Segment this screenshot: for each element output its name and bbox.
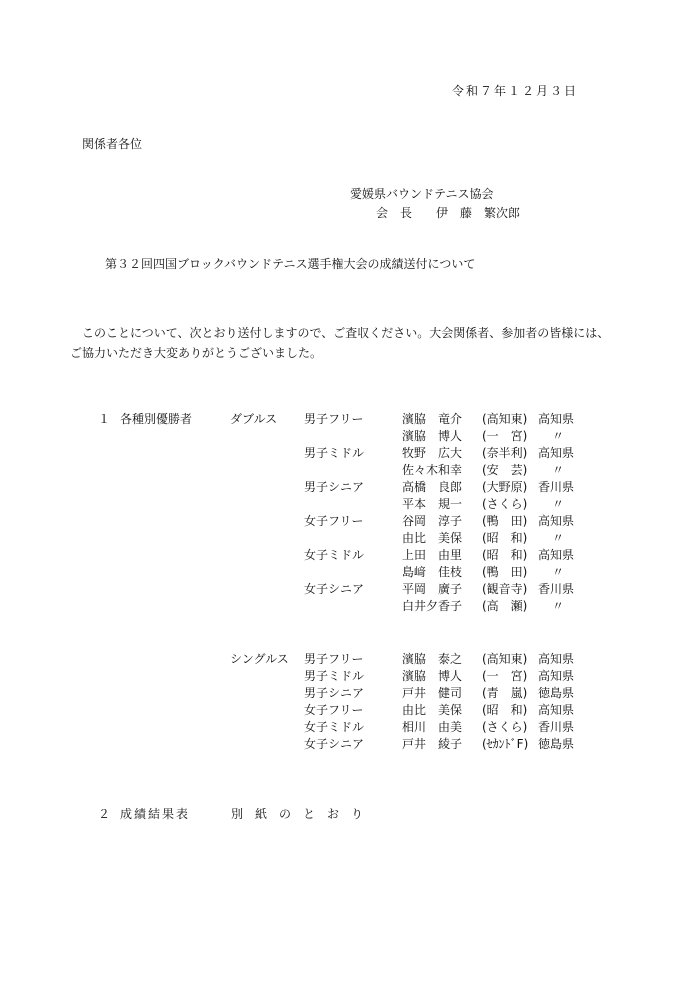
result-row: [0, 411, 700, 428]
result-player-name: 濱脇 泰之: [402, 652, 463, 666]
result-club: (鴨 田): [482, 514, 528, 528]
result-category: 男子シニア: [304, 686, 365, 700]
result-player-name: 平本 規一: [402, 497, 463, 511]
result-player-name: 平岡 廣子: [402, 582, 463, 596]
result-prefecture: 高知県: [538, 669, 575, 683]
section-2-value: 別紙のとおり: [231, 807, 376, 821]
result-prefecture: 〃: [552, 531, 565, 545]
result-club: (観音寺): [482, 582, 528, 596]
result-player-name: 高橋 良郎: [402, 480, 463, 494]
doubles-label: ダブルス: [230, 412, 278, 426]
document-date: 令和７年１２月３日: [452, 84, 579, 98]
result-prefecture: 徳島県: [538, 737, 575, 751]
result-club: (高知東): [482, 412, 528, 426]
result-prefecture: 高知県: [538, 548, 575, 562]
section-1-number: １: [98, 412, 111, 426]
result-row: [0, 513, 700, 530]
result-club: (高 瀬): [482, 599, 528, 613]
section-2-number: ２: [98, 807, 111, 821]
sender-name: 伊 藤 繁次郎: [436, 206, 521, 220]
result-row: [0, 564, 700, 581]
result-category: 女子シニア: [304, 582, 365, 596]
sender-organization: 愛媛県バウンドテニス協会: [350, 187, 494, 201]
result-player-name: 相川 由美: [402, 720, 463, 734]
result-club: (大野原): [482, 480, 528, 494]
result-row: [0, 651, 700, 668]
result-player-name: 島﨑 佳枝: [402, 565, 463, 579]
result-prefecture: 〃: [552, 429, 565, 443]
result-prefecture: 高知県: [538, 514, 575, 528]
result-row: [0, 668, 700, 685]
result-category: 女子フリー: [304, 703, 364, 717]
addressee: 関係者各位: [82, 137, 143, 151]
result-player-name: 佐々木和幸: [402, 463, 463, 477]
result-row: [0, 702, 700, 719]
result-category: 男子ミドル: [304, 669, 365, 683]
result-player-name: 戸井 健司: [402, 686, 463, 700]
result-prefecture: 香川県: [538, 582, 575, 596]
result-row: [0, 496, 700, 513]
result-player-name: 牧野 広大: [402, 446, 463, 460]
result-club: (鴨 田): [482, 565, 528, 579]
result-club: (昭 和): [482, 531, 528, 545]
result-prefecture: 高知県: [538, 412, 575, 426]
result-club: (昭 和): [482, 548, 528, 562]
result-row: [0, 462, 700, 479]
result-category: 女子フリー: [304, 514, 364, 528]
result-row: [0, 598, 700, 615]
result-category: 女子シニア: [304, 737, 365, 751]
result-club: (ｾｶﾝﾄﾞF): [482, 737, 529, 751]
result-club: (さくら): [482, 720, 528, 734]
result-category: 女子ミドル: [304, 548, 365, 562]
result-row: [0, 479, 700, 496]
result-prefecture: 香川県: [538, 480, 575, 494]
result-category: 女子ミドル: [304, 720, 365, 734]
result-prefecture: 徳島県: [538, 686, 575, 700]
result-prefecture: 〃: [552, 599, 565, 613]
result-player-name: 谷岡 淳子: [402, 514, 463, 528]
document-subject: 第３２回四国ブロックバウンドテニス選手権大会の成績送付について: [105, 257, 476, 271]
result-category: 男子フリー: [304, 652, 364, 666]
result-row: [0, 719, 700, 736]
result-club: (青 嵐): [482, 686, 528, 700]
result-row: [0, 428, 700, 445]
result-player-name: 由比 美保: [402, 531, 463, 545]
result-club: (一 宮): [482, 429, 528, 443]
result-club: (さくら): [482, 497, 528, 511]
result-prefecture: 〃: [552, 565, 565, 579]
section-2-title: 成績結果表: [120, 807, 191, 821]
result-prefecture: 〃: [552, 497, 565, 511]
result-club: (昭 和): [482, 703, 528, 717]
result-club: (高知東): [482, 652, 528, 666]
result-player-name: 濱脇 博人: [402, 669, 463, 683]
result-club: (奈半利): [482, 446, 528, 460]
result-row: [0, 445, 700, 462]
result-player-name: 由比 美保: [402, 703, 463, 717]
sender-title: 会 長: [376, 206, 413, 220]
result-row: [0, 581, 700, 598]
result-row: [0, 736, 700, 753]
result-prefecture: 高知県: [538, 446, 575, 460]
result-player-name: 濱脇 博人: [402, 429, 463, 443]
result-club: (安 芸): [482, 463, 528, 477]
body-line-2: ご協力いただき大変ありがとうございました。: [70, 346, 323, 360]
result-category: 男子フリー: [304, 412, 364, 426]
result-prefecture: 高知県: [538, 652, 575, 666]
body-line-1: このことについて、次とおり送付しますので、ご査収ください。大会関係者、参加者の皆様には、: [82, 326, 610, 340]
result-category: 男子シニア: [304, 480, 365, 494]
result-player-name: 濱脇 竜介: [402, 412, 463, 426]
result-prefecture: 〃: [552, 463, 565, 477]
result-player-name: 白井夕香子: [402, 599, 463, 613]
result-player-name: 上田 由里: [402, 548, 463, 562]
result-prefecture: 香川県: [538, 720, 575, 734]
result-player-name: 戸井 綾子: [402, 737, 463, 751]
result-row: [0, 685, 700, 702]
result-row: [0, 547, 700, 564]
result-category: 男子ミドル: [304, 446, 365, 460]
result-prefecture: 高知県: [538, 703, 575, 717]
section-1-title: 各種別優勝者: [120, 412, 193, 426]
result-row: [0, 530, 700, 547]
singles-label: シングルス: [230, 652, 289, 666]
result-club: (一 宮): [482, 669, 528, 683]
